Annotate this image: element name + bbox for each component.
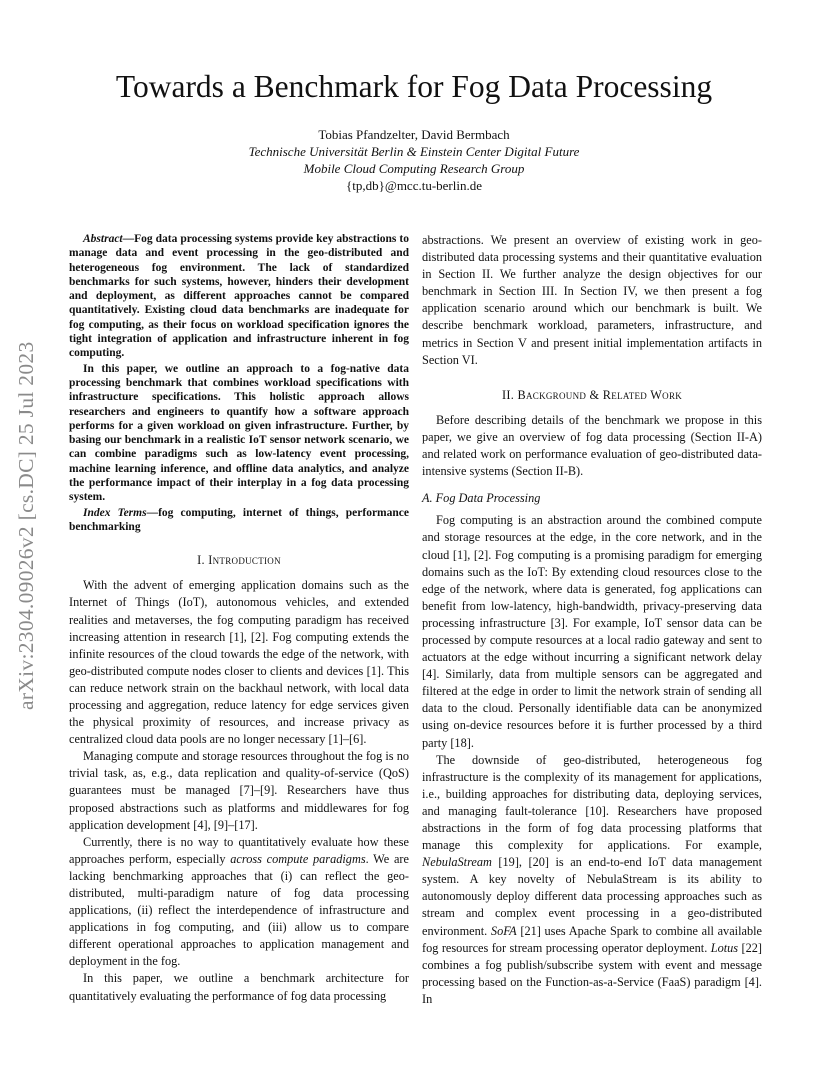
abstract-text-1: —Fog data processing systems provide key abstractions to manage data and event processing in the geo-distributed and heterogeneous fog environment. The lack of standardized benchmarks for such systems, however, hinders their development and deployment, as different approaches cannot be compared quantitatively. Existing cloud data benchmarks are inadequate for fog computing, as their focus on workload specification ignores the tight integration of application and infrastructure inherent in fog computing. [69,233,409,360]
paper-title: Towards a Benchmark for Fog Data Processing [115,69,713,104]
left-column [69,232,409,1005]
background-paragraph-3 [422,752,762,1008]
bg-p3-text-c: [21] uses Apache Spark to combine all available fog resources for stream processing operator deployment. [422,923,762,955]
index-terms-text: —fog computing, internet of things, performance benchmarking [69,506,409,533]
author-email: {tp,db}@mcc.tu-berlin.de [346,178,482,193]
intro-paragraph-1: With the advent of emerging application domains such as the Internet of Things (IoT), autonomous vehicles, and extended realities and metaverses, the fog computing paradigm has received increasing attention in research [1], [2]. Fog computing extends the infinite resources of the cloud towards the edge of the network, with geo-distributed compute nodes closer to clients and devices [1]. This can reduce network strain on the backhaul network, with local data processing and aggregation, reduce latency for edge services given the physical proximity of resources, and increase privacy as centralized cloud data pools are no longer necessary [1]–[6]. [69,578,409,747]
bg-p3-emphasis-nebulastream: NebulaStream [422,855,492,870]
abstract-paragraph-2: In this paper, we outline an approach to a fog-native data processing benchmark that combines workload specifications with infrastructure specifications. This holistic approach allows researchers and engineers to quantify how a software approach performs for a given workload on given infrastructure. Further, by basing our benchmark in a realistic IoT sensor network scenario, we can combine paradigms such as low-latency event processing, machine learning inference, and offline data analytics, and analyze the performance impact of their interplay in a fog data processing system. [69,362,409,504]
section-heading-introduction: I. Introduction [197,553,281,568]
author-affiliation-group: Mobile Cloud Computing Research Group [303,161,525,176]
intro-paragraph-2: Managing compute and storage resources throughout the fog is no trivial task, as, e.g., data replication and quality-of-service (QoS) guarantees must be managed [7]–[9]. Researchers have thus proposed abstractions such as platforms and middlewares for fog application development [4], [9]–[17]. [69,749,409,832]
index-terms-label: Index Terms [83,506,147,519]
intro-paragraph-4-continued: abstractions. We present an overview of existing work in geo-distributed data processing systems and their quantitative evaluation in Section II. We further analyze the design objectives for our benchmark in Section III. In Section IV, we then present a fog application scenario around which our benchmark is built. We describe benchmark workload, parameters, infrastructure, and metrics in Section V and present initial implementation artifacts in Section VI. [422,233,762,367]
bg-p3-emphasis-lotus: Lotus [710,940,739,955]
author-names: Tobias Pfandzelter, David Bermbach [318,127,510,142]
intro-p3-emphasis: across compute paradigms [230,851,366,866]
bg-p3-text-b: [19], [20] is an end-to-end IoT data management system. A key novelty of NebulaStream is its ability to autonomously deploy different data processing approaches such as stream and complex event processing in a geo-distributed environment. [422,855,762,938]
bg-p3-text-d: [22] combines a fog publish/subscribe system with event and message processing based on the Function-as-a-Service (FaaS) paradigm [4]. In [422,940,763,1006]
background-paragraph-1: Before describing details of the benchmark we propose in this paper, we give an overview of fog data processing (Section II-A) and related work on performance evaluation of geo-distributed data-intensive systems (Section II-B). [422,412,762,479]
subsection-heading-fog-data-processing: A. Fog Data Processing [422,491,541,506]
arxiv-identifier-stamp: arXiv:2304.09026v2 [cs.DC] 25 Jul 2023 [14,341,38,711]
intro-paragraph-3 [69,834,409,971]
intro-p3-text-b: . We are lacking benchmarking approaches that (i) can reflect the geo-distributed, multi-paradigm nature of fog data processing applications, (ii) reflect the interdependence of infrastructure and applications in fog computing, and (iii) allow us to compare different operational approaches to application management and deployment in the fog. [69,851,409,969]
section-heading-background: II. Background & Related Work [501,387,683,402]
bg-p3-emphasis-sofa: SoFA [490,923,517,938]
intro-p3-text-a: Currently, there is no way to quantitatively evaluate how these approaches perform, especially [69,834,409,866]
right-column [422,232,762,1008]
bg-p3-text-a: The downside of geo-distributed, heterogeneous fog infrastructure is the complexity of its management for applications, i.e., building approaches for distributing data, deploying services, and managing fault-tolerance [10]. Researchers have proposed abstractions in the form of fog data processing platforms that manage this complexity for applications. For example, [422,752,762,853]
abstract-section [69,232,409,534]
background-paragraph-2: Fog computing is an abstraction around the combined compute and storage resources at the edge, in the core network, and in the cloud [1], [2]. Fog computing is a promising paradigm for emerging domains such as the IoT: By extending cloud resources close to the edge of the network, where data is generated, fog applications can benefit from low-latency, high-bandwidth, privacy-preserving data processing infrastructure [3]. For example, IoT sensor data can be processed by compute resources at a local radio gateway and sent to actuators at the edge without incurring a significant network delay [4]. Similarly, data from multiple sensors can be aggregated and filtered at the edge in order to limit the network strain of sending all data to the cloud. Personally identifiable data can be anonymized using on-device resources before it is further processed by a third party [18]. [422,513,762,750]
index-terms [69,506,409,535]
author-block [60,126,768,194]
author-affiliation-university: Technische Universität Berlin & Einstein Center Digital Future [248,144,580,159]
abstract-label: Abstract [83,233,123,245]
intro-paragraph-4: In this paper, we outline a benchmark architecture for quantitatively evaluating the performance of fog data processing [69,971,409,1003]
abstract-paragraph-1 [69,232,409,361]
